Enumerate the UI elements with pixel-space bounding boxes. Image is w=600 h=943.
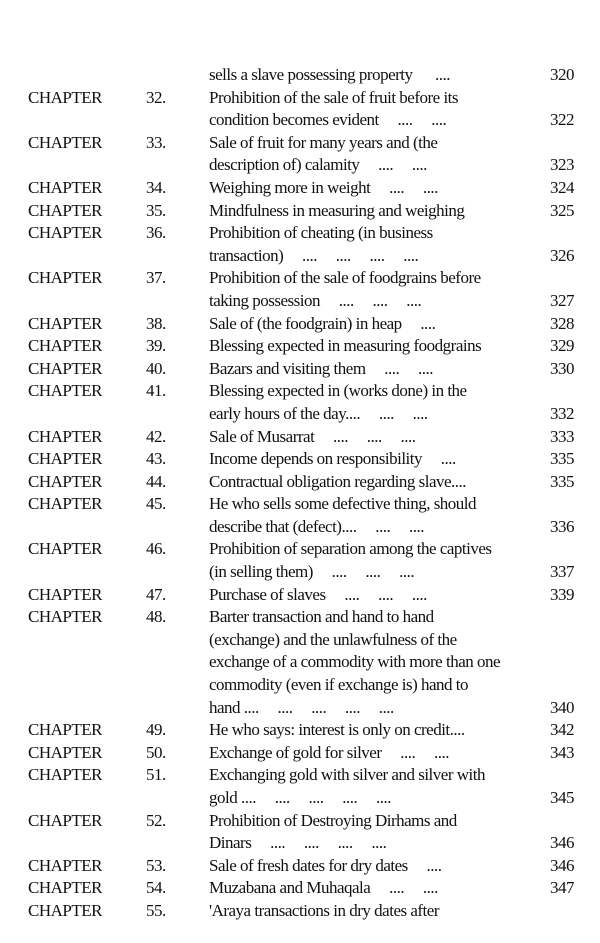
chapter-label: CHAPTER [28,177,102,197]
chapter-number: 49. [146,720,166,740]
chapter-number: 53. [146,855,166,875]
chapter-title [209,810,526,855]
chapter-title-line: Dinars .... .... .... .... [209,833,387,853]
chapter-number: 38. [146,313,166,333]
chapter-title-line: hand .... .... .... .... .... [209,697,394,717]
chapter-title [209,606,526,719]
chapter-title-line: Exchanging gold with silver and silver with [209,765,485,785]
chapter-label: CHAPTER [28,539,102,559]
chapter-title [209,335,526,358]
chapter-label: CHAPTER [28,313,102,333]
chapter-title-line: transaction) .... .... .... .... [209,245,419,265]
chapter-title-line: sells a slave possessing property .... [209,65,451,84]
chapter-title-line: Mindfulness in measuring and weighing [209,200,465,220]
chapter-title [209,64,526,87]
chapter-title [209,900,526,923]
chapter-label: CHAPTER [28,268,102,288]
chapter-label: CHAPTER [28,200,102,220]
page-number: 347 [550,878,574,898]
chapter-number: 46. [146,539,166,559]
toc-entry [0,426,600,449]
chapter-label: CHAPTER [28,471,102,491]
page-number: 323 [550,155,574,175]
chapter-title-line: Blessing expected in measuring foodgrains [209,336,482,356]
chapter-title-line: commodity (even if exchange is) hand to [209,675,469,695]
chapter-number: 50. [146,742,166,762]
toc-entry [0,448,600,471]
chapter-title-line: Prohibition of separation among the captives [209,539,492,559]
chapter-title-line: Bazars and visiting them .... .... [209,358,434,378]
toc-entry [0,87,600,132]
page-number: 328 [550,313,574,333]
chapter-title-line: 'Araya transactions in dry dates after [209,900,439,920]
chapter-number: 40. [146,358,166,378]
page-number: 329 [550,336,574,356]
chapter-label: CHAPTER [28,765,102,785]
page-number: 324 [550,177,574,197]
page-number: 346 [550,833,574,853]
chapter-title [209,855,526,878]
page-number: 343 [550,742,574,762]
chapter-title [209,313,526,336]
page-number: 322 [550,110,574,130]
chapter-title-line: (in selling them) .... .... .... [209,562,415,582]
chapter-title [209,267,526,312]
toc-entry [0,132,600,177]
chapter-title-line: He who says: interest is only on credit.... [209,720,465,740]
toc-entry [0,267,600,312]
toc-entry [0,855,600,878]
chapter-title [209,132,526,177]
chapter-number: 37. [146,268,166,288]
page-number: 330 [550,358,574,378]
toc-entry [0,719,600,742]
chapter-title-line: He who sells some defective thing, should [209,494,477,514]
chapter-title-line: Blessing expected in (works done) in the [209,381,467,401]
chapter-title-line: Barter transaction and hand to hand [209,607,434,627]
toc-entry [0,877,600,900]
chapter-title-line: Sale of Musarrat .... .... .... [209,426,416,446]
toc-entry [0,810,600,855]
chapter-label: CHAPTER [28,900,102,920]
toc-entry [0,900,600,923]
chapter-title [209,426,526,449]
chapter-number: 52. [146,810,166,830]
page-number: 340 [550,697,574,717]
chapter-title [209,538,526,583]
chapter-title [209,380,526,425]
chapter-title-line: description of) calamity .... .... [209,155,427,175]
toc-entry [0,200,600,223]
page-number: 336 [550,516,574,536]
chapter-label: CHAPTER [28,223,102,243]
toc-entry [0,493,600,538]
chapter-label: CHAPTER [28,810,102,830]
chapter-number: 55. [146,900,166,920]
chapter-number: 48. [146,607,166,627]
chapter-number: 36. [146,223,166,243]
chapter-number: 43. [146,449,166,469]
chapter-title-line: Prohibition of cheating (in business [209,223,433,243]
chapter-title [209,222,526,267]
page-number: 339 [550,584,574,604]
chapter-number: 54. [146,878,166,898]
page-number: 342 [550,720,574,740]
chapter-label: CHAPTER [28,358,102,378]
chapter-title [209,584,526,607]
chapter-title-line: Sale of fresh dates for dry dates .... [209,855,442,875]
table-of-contents [0,64,600,923]
chapter-label: CHAPTER [28,742,102,762]
toc-entry [0,742,600,765]
toc-entry [0,177,600,200]
chapter-title-line: Purchase of slaves .... .... .... [209,584,427,604]
chapter-title-line: Weighing more in weight .... .... [209,177,438,197]
chapter-label: CHAPTER [28,720,102,740]
chapter-label: CHAPTER [28,855,102,875]
chapter-label: CHAPTER [28,132,102,152]
page-number: 346 [550,855,574,875]
page-number: 326 [550,245,574,265]
toc-entry [0,358,600,381]
page-number: 335 [550,471,574,491]
chapter-title-line: Sale of (the foodgrain) in heap .... [209,313,436,333]
chapter-title-line: describe that (defect).... .... .... [209,516,424,536]
chapter-number: 32. [146,87,166,107]
chapter-title [209,177,526,200]
page-number: 345 [550,788,574,807]
chapter-title [209,877,526,900]
page-number: 327 [550,290,574,310]
toc-entry [0,764,600,809]
chapter-title-line: Exchange of gold for silver .... .... [209,742,449,762]
chapter-title-line: taking possession .... .... .... [209,290,422,310]
chapter-title-line: condition becomes evident .... .... [209,110,447,130]
chapter-title [209,471,526,494]
chapter-title-line: Income depends on responsibility .... [209,449,456,469]
toc-entry [0,335,600,358]
page-number: 320 [550,65,574,84]
toc-entry [0,313,600,336]
toc-entry [0,538,600,583]
chapter-label: CHAPTER [28,878,102,898]
chapter-title [209,742,526,765]
toc-entry [0,471,600,494]
chapter-title-line: Sale of fruit for many years and (the [209,132,438,152]
chapter-label: CHAPTER [28,494,102,514]
chapter-number: 44. [146,471,166,491]
chapter-label: CHAPTER [28,381,102,401]
page-number: 332 [550,403,574,423]
chapter-title [209,358,526,381]
chapter-number: 42. [146,426,166,446]
chapter-title-line: gold .... .... .... .... .... [209,788,391,807]
chapter-label: CHAPTER [28,584,102,604]
chapter-title-line: Contractual obligation regarding slave.... [209,471,467,491]
chapter-title [209,719,526,742]
chapter-label: CHAPTER [28,607,102,627]
toc-entry [0,222,600,267]
chapter-label: CHAPTER [28,449,102,469]
page-number: 333 [550,426,574,446]
chapter-title-line: exchange of a commodity with more than one [209,652,501,672]
chapter-title-line: Prohibition of the sale of foodgrains before [209,268,481,288]
toc-entry [0,380,600,425]
chapter-number: 51. [146,765,166,785]
chapter-number: 45. [146,494,166,514]
chapter-label: CHAPTER [28,426,102,446]
chapter-title [209,200,526,223]
chapter-label: CHAPTER [28,336,102,356]
chapter-title-line: Prohibition of Destroying Dirhams and [209,810,457,830]
chapter-title [209,87,526,132]
chapter-title [209,448,526,471]
toc-entry [0,584,600,607]
chapter-title-line: Prohibition of the sale of fruit before its [209,87,459,107]
chapter-number: 39. [146,336,166,356]
chapter-number: 47. [146,584,166,604]
chapter-title-line: early hours of the day.... .... .... [209,403,428,423]
chapter-label: CHAPTER [28,87,102,107]
page-number: 335 [550,449,574,469]
toc-entry [0,606,600,719]
chapter-number: 33. [146,132,166,152]
chapter-title [209,764,526,809]
page-number: 325 [550,200,574,220]
page-number: 337 [550,562,574,582]
chapter-title-line: (exchange) and the unlawfulness of the [209,629,457,649]
chapter-number: 41. [146,381,166,401]
chapter-title [209,493,526,538]
chapter-number: 34. [146,177,166,197]
chapter-number: 35. [146,200,166,220]
toc-entry [0,64,600,87]
chapter-title-line: Muzabana and Muhaqala .... .... [209,878,438,898]
